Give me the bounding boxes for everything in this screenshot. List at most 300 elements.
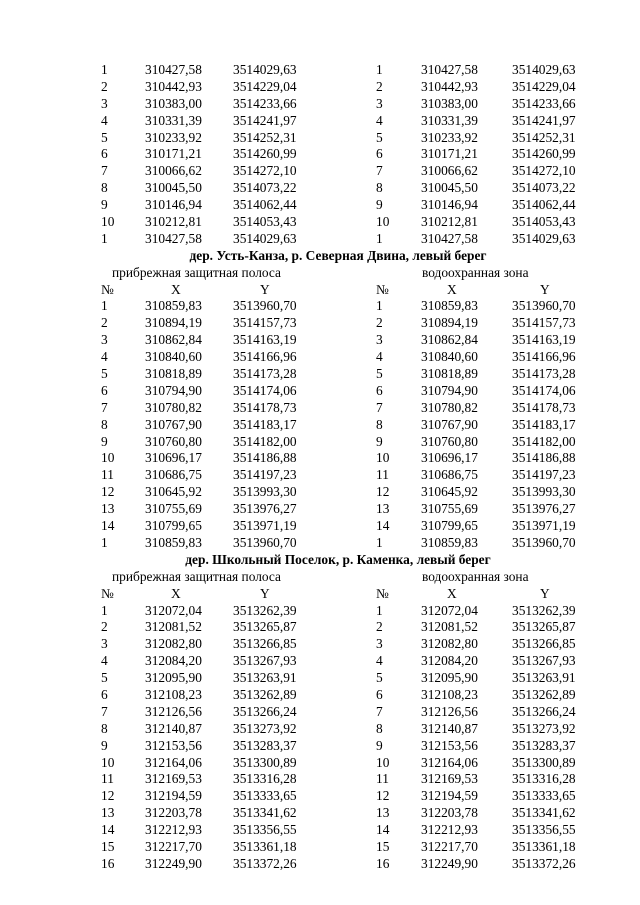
y-coordinate: 3514233,66 [512,95,576,111]
y-coordinate: 3514073,22 [233,180,297,196]
y-coordinate: 3514173,28 [233,366,297,382]
point-number: 10 [101,214,115,230]
point-number: 14 [101,518,115,534]
x-coordinate: 312212,93 [145,822,202,838]
point-number: 10 [101,754,115,770]
point-number: 3 [376,95,383,111]
table-row [0,670,640,687]
x-coordinate: 310859,83 [421,298,478,314]
point-number: 14 [376,518,390,534]
x-coordinate: 310442,93 [145,78,202,94]
y-coordinate: 3514241,97 [233,112,297,128]
x-coordinate: 310427,58 [145,230,202,246]
point-number: 7 [101,703,108,719]
x-coordinate: 312164,06 [145,754,202,770]
y-coordinate: 3513361,18 [512,838,576,854]
x-coordinate: 312164,06 [421,754,478,770]
point-number: 9 [376,737,383,753]
y-coordinate: 3513265,87 [512,619,576,635]
header-num: № [101,281,114,297]
table-row [0,214,640,231]
x-coordinate: 312217,70 [421,838,478,854]
table-row [0,113,640,130]
table-row [0,704,640,721]
table-row [0,315,640,332]
point-number: 5 [376,129,383,145]
y-coordinate: 3514233,66 [233,95,297,111]
table-row [0,79,640,96]
y-coordinate: 3513993,30 [233,484,297,500]
point-number: 6 [101,686,108,702]
x-coordinate: 312249,90 [145,855,202,871]
table-row [0,180,640,197]
header-y: Y [260,281,270,297]
y-coordinate: 3514157,73 [512,315,576,331]
x-coordinate: 312081,52 [421,619,478,635]
document-page [0,62,640,873]
point-number: 5 [101,366,108,382]
point-number: 4 [101,653,108,669]
point-number: 4 [101,112,108,128]
coastal-strip-label: прибрежная защитная полоса [112,264,281,280]
y-coordinate: 3514178,73 [512,399,576,415]
point-number: 15 [376,838,390,854]
y-coordinate: 3514163,19 [233,332,297,348]
x-coordinate: 310645,92 [145,484,202,500]
y-coordinate: 3513300,89 [233,754,297,770]
y-coordinate: 3513333,65 [233,788,297,804]
point-number: 2 [101,315,108,331]
table-row [0,400,640,417]
y-coordinate: 3513300,89 [512,754,576,770]
y-coordinate: 3514229,04 [233,78,297,94]
table-row [0,96,640,113]
y-coordinate: 3513267,93 [512,653,576,669]
x-coordinate: 310894,19 [421,315,478,331]
y-coordinate: 3513273,92 [512,720,576,736]
x-coordinate: 312084,20 [421,653,478,669]
x-coordinate: 312169,53 [421,771,478,787]
x-coordinate: 310383,00 [421,95,478,111]
y-coordinate: 3513266,24 [512,703,576,719]
x-coordinate: 310780,82 [421,399,478,415]
point-number: 3 [376,636,383,652]
point-number: 1 [376,230,383,246]
point-number: 2 [376,315,383,331]
point-number: 1 [376,534,383,550]
point-number: 10 [376,214,390,230]
y-coordinate: 3513262,39 [233,602,297,618]
table-row [0,805,640,822]
y-coordinate: 3514197,23 [233,467,297,483]
y-coordinate: 3513971,19 [512,518,576,534]
y-coordinate: 3514252,31 [233,129,297,145]
point-number: 6 [376,146,383,162]
x-coordinate: 310427,58 [421,62,478,77]
x-coordinate: 310859,83 [145,298,202,314]
y-coordinate: 3513976,27 [233,501,297,517]
point-number: 6 [376,686,383,702]
x-coordinate: 310794,90 [421,382,478,398]
table-row [0,383,640,400]
y-coordinate: 3514186,88 [512,450,576,466]
section-title: дер. Школьный Поселок, р. Каменка, левый берег [185,551,491,567]
header-x: X [447,585,457,601]
y-coordinate: 3514178,73 [233,399,297,415]
y-coordinate: 3513960,70 [512,298,576,314]
x-coordinate: 312072,04 [421,602,478,618]
point-number: 8 [376,720,383,736]
point-number: 7 [101,163,108,179]
table-header [0,282,640,299]
point-number: 8 [376,416,383,432]
x-coordinate: 310066,62 [421,163,478,179]
table-row [0,163,640,180]
header-x: X [447,281,457,297]
table-row [0,636,640,653]
x-coordinate: 312081,52 [145,619,202,635]
x-coordinate: 312194,59 [145,788,202,804]
header-x: X [171,585,181,601]
y-coordinate: 3513341,62 [512,805,576,821]
x-coordinate: 310799,65 [421,518,478,534]
table-row [0,366,640,383]
y-coordinate: 3513341,62 [233,805,297,821]
y-coordinate: 3513266,85 [512,636,576,652]
y-coordinate: 3513262,89 [233,686,297,702]
table-row [0,332,640,349]
x-coordinate: 312108,23 [421,686,478,702]
point-number: 9 [101,197,108,213]
header-y: Y [540,281,550,297]
point-number: 4 [376,112,383,128]
x-coordinate: 312084,20 [145,653,202,669]
point-number: 7 [101,399,108,415]
y-coordinate: 3514062,44 [233,197,297,213]
y-coordinate: 3513283,37 [512,737,576,753]
x-coordinate: 312203,78 [421,805,478,821]
table-row [0,856,640,873]
table-row [0,434,640,451]
y-coordinate: 3514182,00 [512,433,576,449]
point-number: 15 [101,838,115,854]
y-coordinate: 3514174,06 [233,382,297,398]
y-coordinate: 3514272,10 [233,163,297,179]
x-coordinate: 310696,17 [145,450,202,466]
x-coordinate: 310686,75 [421,467,478,483]
point-number: 14 [101,822,115,838]
table-header [0,586,640,603]
x-coordinate: 310427,58 [421,230,478,246]
x-coordinate: 310859,83 [421,534,478,550]
point-number: 2 [376,619,383,635]
x-coordinate: 310755,69 [421,501,478,517]
y-coordinate: 3513993,30 [512,484,576,500]
point-number: 1 [101,230,108,246]
point-number: 5 [376,670,383,686]
x-coordinate: 312153,56 [145,737,202,753]
x-coordinate: 310696,17 [421,450,478,466]
y-coordinate: 3513333,65 [512,788,576,804]
x-coordinate: 310894,19 [145,315,202,331]
point-number: 1 [376,298,383,314]
header-x: X [171,281,181,297]
y-coordinate: 3513283,37 [233,737,297,753]
table-row [0,484,640,501]
y-coordinate: 3513960,70 [512,534,576,550]
point-number: 8 [376,180,383,196]
x-coordinate: 312072,04 [145,602,202,618]
y-coordinate: 3514173,28 [512,366,576,382]
table-row [0,450,640,467]
x-coordinate: 310212,81 [421,214,478,230]
x-coordinate: 310840,60 [145,349,202,365]
point-number: 10 [376,754,390,770]
header-y: Y [540,585,550,601]
point-number: 10 [376,450,390,466]
y-coordinate: 3514166,96 [233,349,297,365]
point-number: 8 [101,180,108,196]
y-coordinate: 3514029,63 [233,230,297,246]
table-row [0,687,640,704]
y-coordinate: 3513316,28 [233,771,297,787]
y-coordinate: 3514166,96 [512,349,576,365]
table-row [0,619,640,636]
y-coordinate: 3514272,10 [512,163,576,179]
table-row [0,130,640,147]
y-coordinate: 3513263,91 [512,670,576,686]
y-coordinate: 3514252,31 [512,129,576,145]
x-coordinate: 310760,80 [145,433,202,449]
y-coordinate: 3513273,92 [233,720,297,736]
y-coordinate: 3513356,55 [233,822,297,838]
zone-labels [0,569,640,586]
table-row [0,603,640,620]
point-number: 6 [101,146,108,162]
point-number: 3 [101,332,108,348]
point-number: 16 [376,855,390,871]
y-coordinate: 3513356,55 [512,822,576,838]
point-number: 5 [101,670,108,686]
table-row [0,788,640,805]
y-coordinate: 3514183,17 [512,416,576,432]
y-coordinate: 3514073,22 [512,180,576,196]
y-coordinate: 3513960,70 [233,298,297,314]
point-number: 2 [376,78,383,94]
x-coordinate: 310686,75 [145,467,202,483]
point-number: 5 [101,129,108,145]
x-coordinate: 312126,56 [145,703,202,719]
y-coordinate: 3513361,18 [233,838,297,854]
x-coordinate: 312212,93 [421,822,478,838]
point-number: 2 [101,78,108,94]
table-row [0,417,640,434]
point-number: 12 [101,484,115,500]
point-number: 4 [376,349,383,365]
point-number: 12 [376,484,390,500]
table-row [0,146,640,163]
header-num: № [376,585,389,601]
water-protection-zone-label: водоохранная зона [422,264,529,280]
x-coordinate: 310862,84 [145,332,202,348]
y-coordinate: 3513266,85 [233,636,297,652]
point-number: 4 [376,653,383,669]
point-number: 13 [101,501,115,517]
point-number: 9 [376,433,383,449]
x-coordinate: 310760,80 [421,433,478,449]
x-coordinate: 310840,60 [421,349,478,365]
x-coordinate: 310859,83 [145,534,202,550]
zone-labels [0,265,640,282]
x-coordinate: 310171,21 [145,146,202,162]
y-coordinate: 3513960,70 [233,534,297,550]
x-coordinate: 310794,90 [145,382,202,398]
x-coordinate: 312095,90 [421,670,478,686]
point-number: 13 [376,805,390,821]
x-coordinate: 310818,89 [145,366,202,382]
point-number: 1 [101,534,108,550]
point-number: 13 [376,501,390,517]
x-coordinate: 310818,89 [421,366,478,382]
point-number: 5 [376,366,383,382]
y-coordinate: 3513976,27 [512,501,576,517]
x-coordinate: 310799,65 [145,518,202,534]
point-number: 13 [101,805,115,821]
point-number: 3 [101,95,108,111]
y-coordinate: 3514157,73 [233,315,297,331]
y-coordinate: 3513372,26 [233,855,297,871]
point-number: 8 [101,720,108,736]
y-coordinate: 3514163,19 [512,332,576,348]
y-coordinate: 3513263,91 [233,670,297,686]
point-number: 12 [101,788,115,804]
point-number: 1 [101,602,108,618]
y-coordinate: 3513372,26 [512,855,576,871]
y-coordinate: 3514029,63 [233,62,297,77]
x-coordinate: 312095,90 [145,670,202,686]
table-row [0,518,640,535]
x-coordinate: 312108,23 [145,686,202,702]
table-row [0,771,640,788]
x-coordinate: 310767,90 [421,416,478,432]
y-coordinate: 3513266,24 [233,703,297,719]
table-row [0,755,640,772]
y-coordinate: 3514029,63 [512,230,576,246]
x-coordinate: 310862,84 [421,332,478,348]
point-number: 7 [376,703,383,719]
x-coordinate: 310780,82 [145,399,202,415]
x-coordinate: 310767,90 [145,416,202,432]
point-number: 6 [101,382,108,398]
y-coordinate: 3513265,87 [233,619,297,635]
point-number: 11 [101,467,114,483]
point-number: 11 [101,771,114,787]
y-coordinate: 3514186,88 [233,450,297,466]
x-coordinate: 312153,56 [421,737,478,753]
x-coordinate: 310233,92 [145,129,202,145]
point-number: 7 [376,163,383,179]
x-coordinate: 310442,93 [421,78,478,94]
y-coordinate: 3514174,06 [512,382,576,398]
point-number: 1 [376,62,383,77]
x-coordinate: 312194,59 [421,788,478,804]
y-coordinate: 3513971,19 [233,518,297,534]
table-row [0,467,640,484]
table-row [0,501,640,518]
table-row [0,653,640,670]
y-coordinate: 3514260,99 [512,146,576,162]
point-number: 8 [101,416,108,432]
y-coordinate: 3514260,99 [233,146,297,162]
y-coordinate: 3514182,00 [233,433,297,449]
coastal-strip-label: прибрежная защитная полоса [112,568,281,584]
x-coordinate: 310066,62 [145,163,202,179]
y-coordinate: 3514241,97 [512,112,576,128]
table-row [0,298,640,315]
point-number: 3 [376,332,383,348]
point-number: 14 [376,822,390,838]
x-coordinate: 310045,50 [421,180,478,196]
table-row [0,535,640,552]
point-number: 16 [101,855,115,871]
y-coordinate: 3513262,39 [512,602,576,618]
x-coordinate: 310171,21 [421,146,478,162]
y-coordinate: 3514053,43 [512,214,576,230]
header-y: Y [260,585,270,601]
table-row [0,197,640,214]
y-coordinate: 3514229,04 [512,78,576,94]
x-coordinate: 312140,87 [421,720,478,736]
y-coordinate: 3514197,23 [512,467,576,483]
x-coordinate: 312126,56 [421,703,478,719]
x-coordinate: 312082,80 [145,636,202,652]
point-number: 9 [101,433,108,449]
x-coordinate: 310383,00 [145,95,202,111]
point-number: 12 [376,788,390,804]
x-coordinate: 310331,39 [145,112,202,128]
table-row [0,349,640,366]
x-coordinate: 310755,69 [145,501,202,517]
point-number: 11 [376,467,389,483]
x-coordinate: 310427,58 [145,62,202,77]
table-row [0,231,640,248]
x-coordinate: 310212,81 [145,214,202,230]
point-number: 1 [376,602,383,618]
x-coordinate: 310146,94 [145,197,202,213]
table-row [0,822,640,839]
point-number: 9 [101,737,108,753]
y-coordinate: 3514029,63 [512,62,576,77]
x-coordinate: 310146,94 [421,197,478,213]
x-coordinate: 310645,92 [421,484,478,500]
point-number: 2 [101,619,108,635]
header-num: № [376,281,389,297]
point-number: 1 [101,62,108,77]
x-coordinate: 312140,87 [145,720,202,736]
x-coordinate: 310045,50 [145,180,202,196]
x-coordinate: 312217,70 [145,838,202,854]
section-title: дер. Усть-Канза, р. Северная Двина, левый берег [189,247,487,263]
table-row [0,721,640,738]
point-number: 10 [101,450,115,466]
point-number: 3 [101,636,108,652]
point-number: 6 [376,382,383,398]
point-number: 11 [376,771,389,787]
y-coordinate: 3514183,17 [233,416,297,432]
y-coordinate: 3513316,28 [512,771,576,787]
x-coordinate: 312203,78 [145,805,202,821]
table-row [0,738,640,755]
